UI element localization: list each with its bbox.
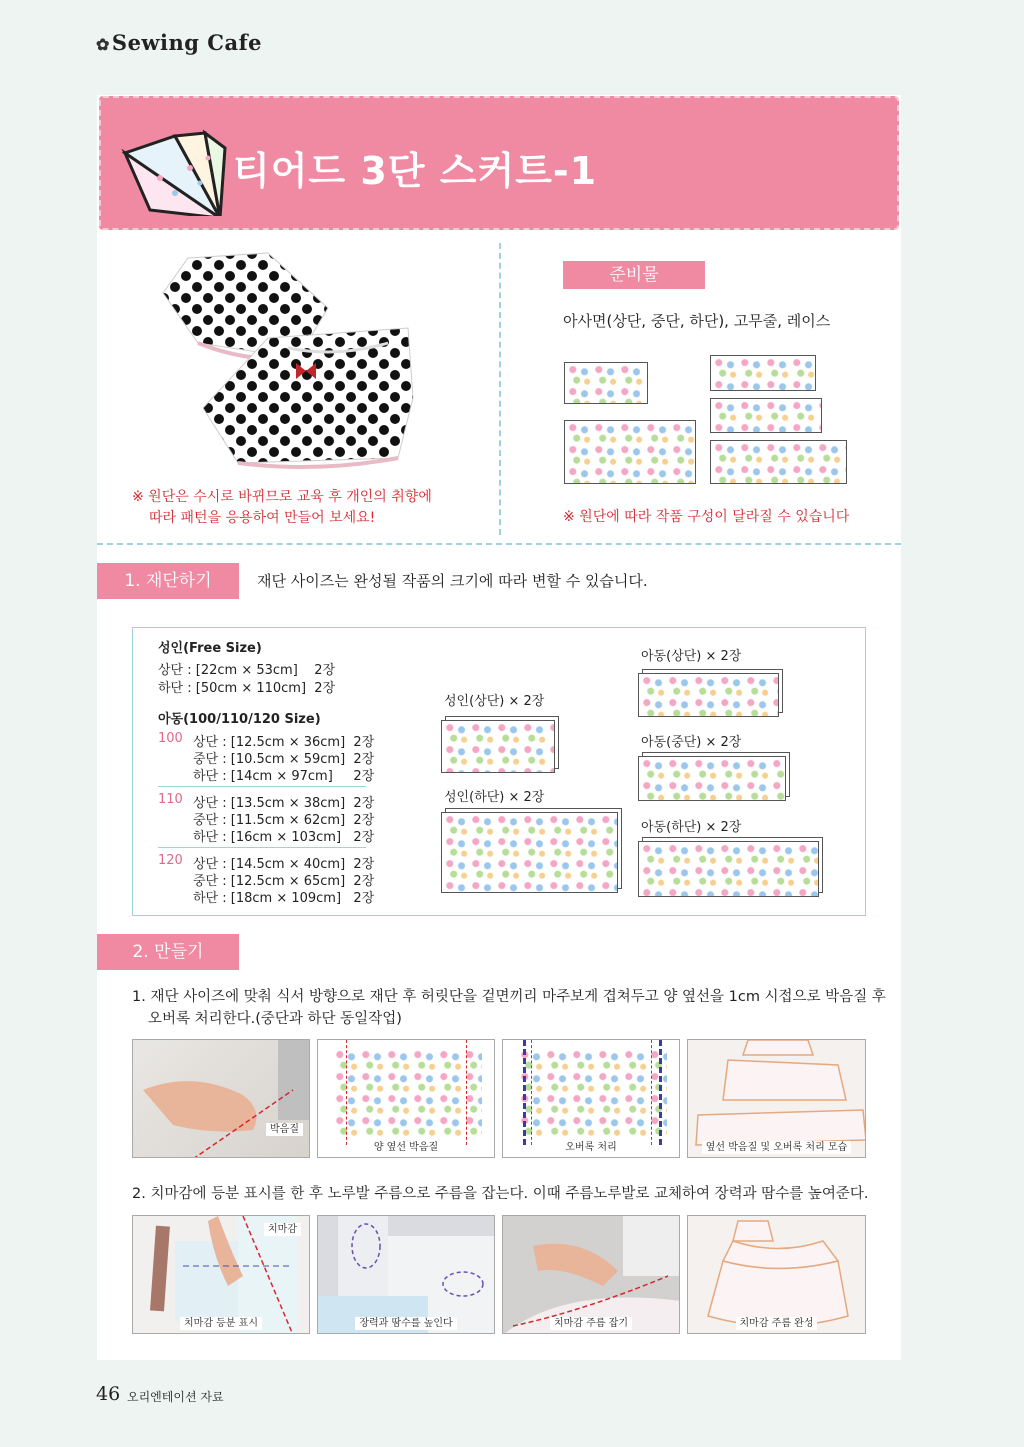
photo-caption: 치마감 등분 표시 — [180, 1317, 262, 1330]
photo-caption: 장력과 땀수를 높인다 — [355, 1317, 456, 1330]
vertical-divider — [499, 243, 501, 535]
fabric-swatch — [710, 440, 847, 484]
step1-photo — [132, 1039, 310, 1158]
photo-caption: 치마감 주름 완성 — [736, 1317, 818, 1330]
adult-row: 하단 : [50cm × 110cm] 2장 — [158, 681, 336, 696]
photo-caption: 치마감 주름 잡기 — [550, 1317, 632, 1330]
flower-icon: ✿ — [96, 35, 110, 54]
piece-label: 아동(상단) × 2장 — [641, 649, 742, 664]
photo-caption: 박음질 — [266, 1123, 303, 1136]
fabric-swatch — [710, 398, 822, 433]
child-row: 중단 : [11.5cm × 62cm] 2장 — [193, 813, 375, 828]
child-row: 하단 : [18cm × 109cm] 2장 — [193, 891, 375, 906]
horizontal-divider — [97, 543, 901, 545]
child-row: 하단 : [14cm × 97cm] 2장 — [193, 769, 375, 784]
piece-label: 아동(중단) × 2장 — [641, 735, 742, 750]
photo-caption: 옆선 박음질 및 오버록 처리 모습 — [702, 1141, 851, 1154]
section2-tag: 2. 만들기 — [97, 934, 239, 970]
piece-child-top — [638, 673, 779, 717]
fabric-swatch — [564, 362, 648, 404]
page-number: 46 — [96, 1383, 121, 1405]
child-row: 상단 : [14.5cm × 40cm] 2장 — [193, 857, 375, 872]
piece-label: 아동(하단) × 2장 — [641, 820, 742, 835]
materials-tag: 준비물 — [563, 261, 705, 289]
materials-list: 아사면(상단, 중단, 하단), 고무줄, 레이스 — [563, 312, 831, 330]
fabric-note: ※ 원단은 수시로 바뀌므로 교육 후 개인의 취향에 따라 패턴을 응용하여 만들어 보세요! — [132, 489, 432, 526]
piece-label: 성인(하단) × 2장 — [444, 790, 545, 805]
step1-photo — [502, 1039, 680, 1158]
step2-photo — [317, 1215, 495, 1334]
materials-note: ※ 원단에 따라 작품 구성이 달라질 수 있습니다 — [563, 509, 850, 525]
brand-text: Sewing Cafe — [111, 30, 262, 55]
size-label: 110 — [158, 792, 183, 807]
step1-photo — [687, 1039, 866, 1158]
step2-text: 2. 치마감에 등분 표시를 한 후 노루발 주름으로 주름을 잡는다. 이때 주름노루발로 교체하여 장력과 땀수를 높여준다. — [132, 1186, 869, 1202]
step2-photo — [502, 1215, 680, 1334]
size-label: 120 — [158, 853, 183, 868]
child-title: 아동(100/110/120 Size) — [158, 712, 321, 727]
piece-label: 성인(상단) × 2장 — [444, 694, 545, 709]
brand-logo — [96, 30, 262, 55]
size-divider — [158, 786, 366, 787]
footer-label: 오리엔테이션 자료 — [127, 1390, 224, 1404]
photo-caption: 오버록 처리 — [561, 1141, 620, 1154]
child-row: 중단 : [10.5cm × 59cm] 2장 — [193, 752, 375, 767]
size-divider — [158, 847, 366, 848]
child-row: 하단 : [16cm × 103cm] 2장 — [193, 830, 375, 845]
step1-photo — [317, 1039, 495, 1158]
section1-tag: 1. 재단하기 — [97, 563, 239, 599]
piece-adult-bottom — [441, 812, 618, 893]
adult-title: 성인(Free Size) — [158, 641, 262, 656]
step1-text: 1. 재단 사이즈에 맞춰 식서 방향으로 재단 후 허릿단을 겉면끼리 마주보게 겹쳐두고 양 옆선을 1cm 시접으로 박음질 후 오버록 처리한다.(중단과 하단 동일작업) — [132, 989, 886, 1027]
child-row: 중단 : [12.5cm × 65cm] 2장 — [193, 874, 375, 889]
skirt-photo — [158, 248, 418, 470]
skirt-fan-icon — [120, 128, 230, 216]
piece-adult-top — [441, 720, 555, 773]
fabric-swatch — [710, 355, 816, 391]
photo-caption: 양 옆선 박음질 — [370, 1141, 442, 1154]
photo-tag: 치마감 — [264, 1223, 301, 1236]
adult-row: 상단 : [22cm × 53cm] 2장 — [158, 663, 336, 678]
page-title: 티어드 3단 스커트-1 — [233, 149, 598, 193]
child-row: 상단 : [12.5cm × 36cm] 2장 — [193, 735, 375, 750]
fabric-swatch — [564, 420, 696, 484]
piece-child-mid — [638, 756, 786, 801]
child-row: 상단 : [13.5cm × 38cm] 2장 — [193, 796, 375, 811]
step2-photo — [132, 1215, 310, 1334]
piece-child-bottom — [638, 841, 819, 897]
section1-desc: 재단 사이즈는 완성될 작품의 크기에 따라 변할 수 있습니다. — [257, 572, 648, 590]
size-label: 100 — [158, 731, 183, 746]
step2-photo — [687, 1215, 866, 1334]
